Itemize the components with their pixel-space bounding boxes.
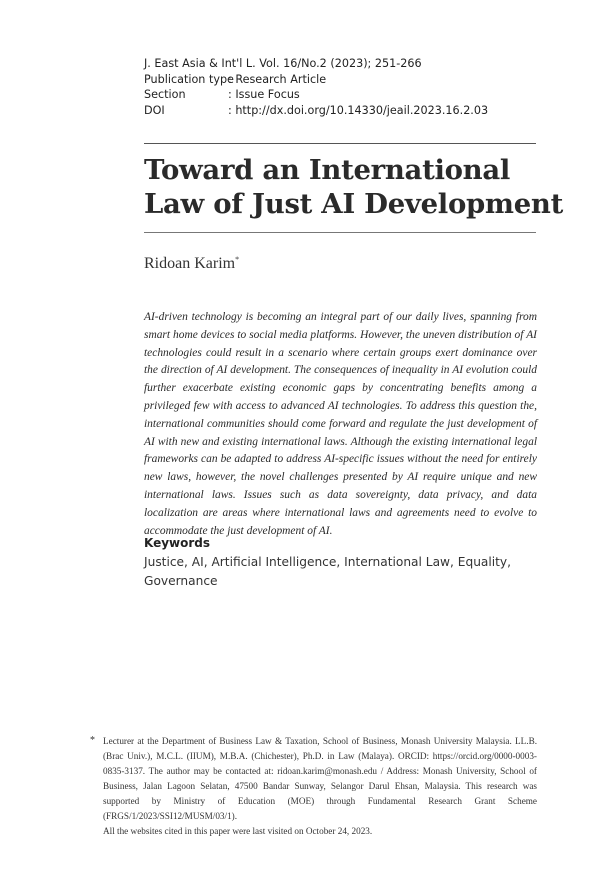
- title-top-divider: [144, 143, 536, 144]
- publication-type-row: [144, 72, 488, 88]
- doi-link[interactable]: : http://dx.doi.org/10.14330/jeail.2023.16.2.03: [228, 103, 489, 117]
- author-line: [144, 255, 239, 273]
- author-footnote-marker[interactable]: *: [235, 255, 240, 264]
- section-value: : Issue Focus: [228, 88, 300, 101]
- keywords-heading: Keywords: [144, 536, 211, 550]
- doi-row: [144, 103, 488, 119]
- journal-citation: J. East Asia & Int'l L. Vol. 16/No.2 (2023); 251-266: [144, 57, 422, 70]
- keywords-list: Justice, AI, Artificial Intelligence, International Law, Equality, Governance: [144, 555, 512, 588]
- author-footnote: [103, 734, 537, 839]
- publication-type-value: : Research Article: [228, 72, 327, 86]
- author-name: Ridoan Karim: [144, 255, 236, 272]
- websites-visited-note: All the websites cited in this paper were last visited on October 24, 2023.: [103, 826, 373, 836]
- footnote-marker: *: [90, 735, 95, 746]
- article-metadata: [144, 56, 488, 118]
- article-title-line-1: Toward an International: [144, 154, 511, 186]
- title-bottom-divider: [144, 232, 536, 233]
- publication-type-label: Publication type: [144, 72, 234, 86]
- section-row: [144, 87, 488, 103]
- abstract: AI-driven technology is becoming an integral part of our daily lives, spanning from smart home devices to social media platforms. However, the uneven distribution of AI technologies could result in a scenario where certain groups exert dominance over the direction of AI development. The consequences of inequality in AI evolution could further exacerbate existing economic gaps by concentrating benefits among a privileged few with access to advanced AI technologies. To address this question the, international communities should come forward and regulate the just development of AI with new and existing international laws. Although the existing international legal frameworks can be adapted to address AI-specific issues without the need for entirely new laws, however, the novel challenges presented by AI require unique and new international laws. Issues such as data sovereignty, data privacy, and data localization are areas where international laws and agreements need to evolve to accommodate the just development of AI.: [144, 311, 537, 537]
- doi-label: DOI: [144, 103, 165, 117]
- section-label: Section: [144, 88, 186, 101]
- article-title-line-2: Law of Just AI Development: [144, 188, 564, 220]
- author-footnote-text: Lecturer at the Department of Business Law & Taxation, School of Business, Monash University Malaysia. LL.B. (Brac Univ.), M.C.L. (IIUM), M.B.A. (Chichester), Ph.D. in Law (Malaya). ORCID: https://orcid.org/0000-0003-0835-3137. The author may be contacted at: ridoan.karim@monash.edu / Address: Monash University, School of Business, Jalan Lagoon Selatan, 47500 Bandar Sunway, Selangor Darul Ehsan, Malaysia. This research was supported by Ministry of Education (MOE) through Fundamental Research Grant Scheme (FRGS/1/2023/SSI12/MUSM/03/1).: [103, 736, 537, 821]
- article-title: [144, 153, 564, 221]
